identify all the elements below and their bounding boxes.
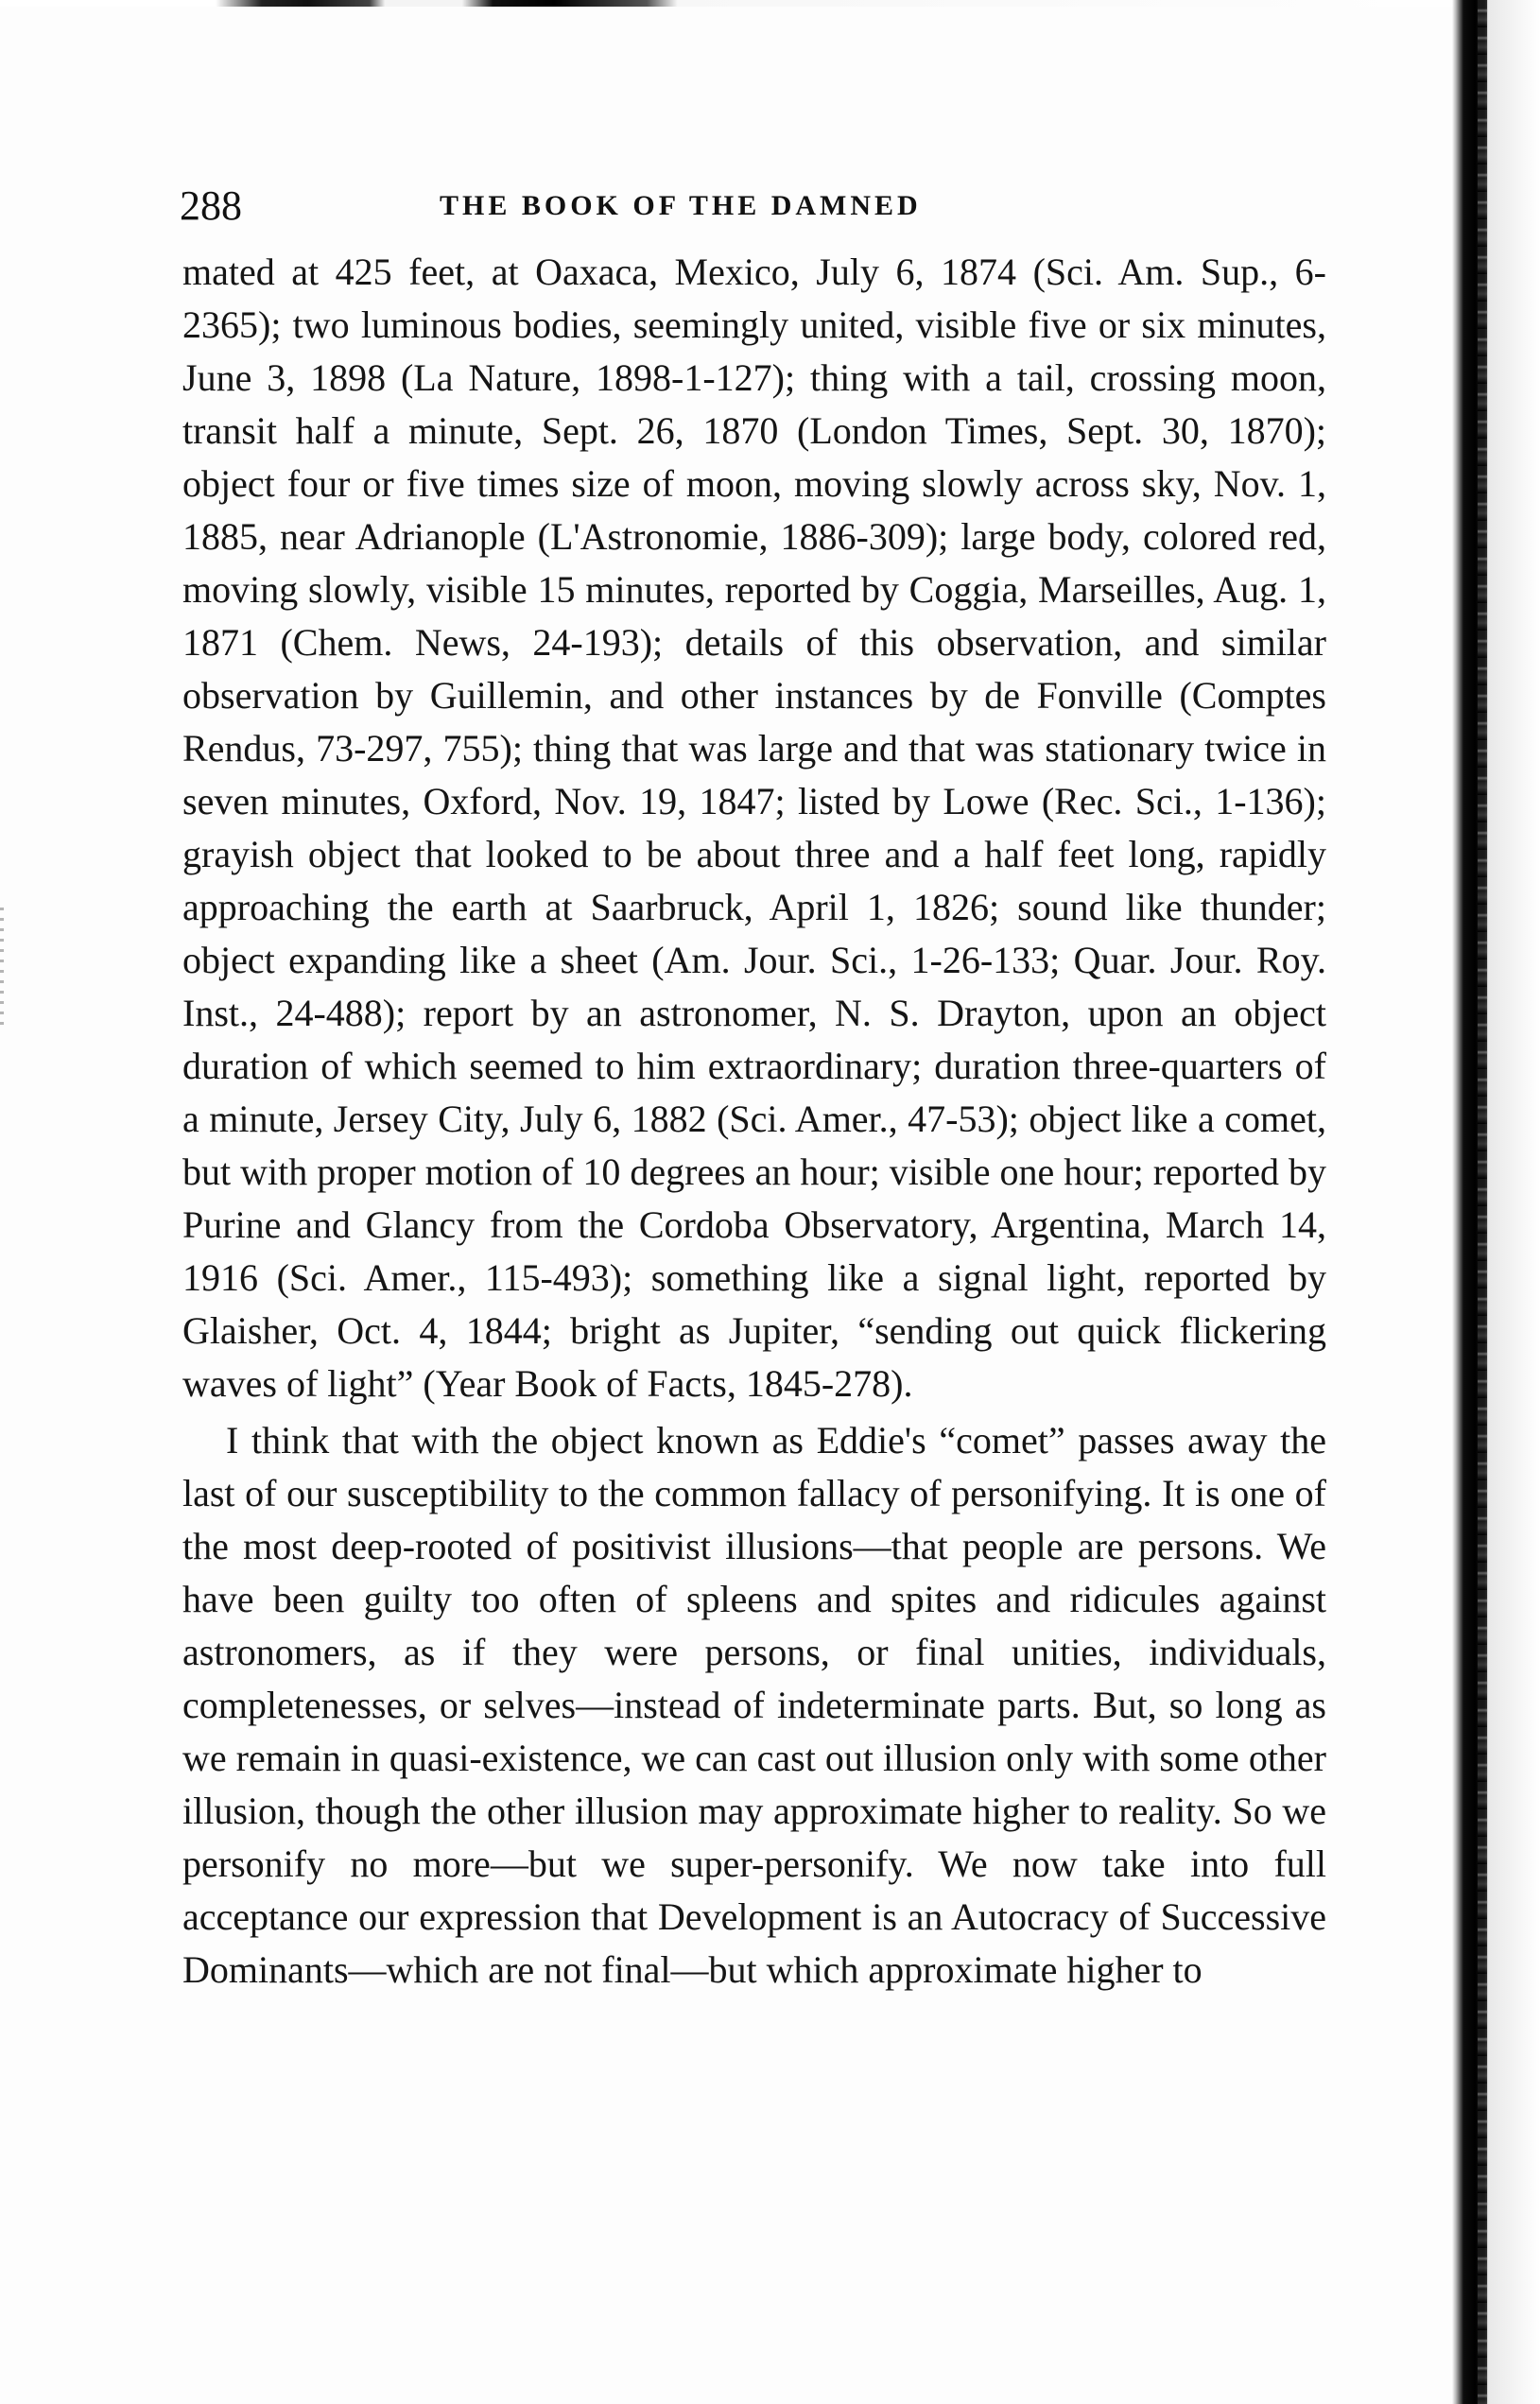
page-number: 288 (180, 182, 242, 229)
page-header (180, 178, 1333, 234)
running-title: THE BOOK OF THE DAMNED (440, 190, 922, 221)
body-text (182, 246, 1326, 1997)
page-top-edge-shadow (0, 0, 1540, 7)
paragraph-2: I think that with the object known as Eddie's “comet” passes away the last of our susceptibility to the common fallacy of personifying. It is one of the most deep-rooted of positivist illusions—that people are persons. We have been guilty too often of spleens and spites and ridicules against astronomers, as if they were persons, or final unities, individuals, completenesses, or selves—instead of indeterminate parts. But, so long as we remain in quasi-existence, we can cast out illusion only with some other illusion, though the other illusion may approximate higher to reality. So we personify no more—but we super-personify. We now take into full acceptance our expression that Development is an Autocracy of Successive Dominants—which are not final—but which approximate higher to (182, 1419, 1326, 1991)
scan-left-specks (0, 908, 4, 1030)
binding-speckle (1478, 0, 1487, 2404)
page-binding-shadow (1450, 0, 1540, 2404)
paragraph-1: mated at 425 feet, at Oaxaca, Mexico, July 6, 1874 (Sci. Am. Sup., 6-2365); two luminous bodies, seemingly united, visible five or six minutes, June 3, 1898 (La Nature, 1898-1-127); thing with a tail, crossing moon, transit half a minute, Sept. 26, 1870 (London Times, Sept. 30, 1870); object four or five times size of moon, moving slowly across sky, Nov. 1, 1885, near Adrianople (L'Astronomie, 1886-309); large body, colored red, moving slowly, visible 15 minutes, reported by Coggia, Marseilles, Aug. 1, 1871 (Chem. News, 24-193); details of this observation, and similar observation by Guillemin, and other instances by de Fonville (Comptes Rendus, 73-297, 755); thing that was large and that was stationary twice in seven minutes, Oxford, Nov. 19, 1847; listed by Lowe (Rec. Sci., 1-136); grayish object that looked to be about three and a half feet long, rapidly approaching the earth at Saarbruck, April 1, 1826; sound like thunder; object expanding like a sheet (Am. Jour. Sci., 1-26-133; Quar. Jour. Roy. Inst., 24-488); report by an astronomer, N. S. Drayton, upon an object duration of which seemed to him extraordinary; duration three-quarters of a minute, Jersey City, July 6, 1882 (Sci. Amer., 47-53); object like a comet, but with proper motion of 10 degrees an hour; visible one hour; reported by Purine and Glancy from the Cordoba Observatory, Argentina, March 14, 1916 (Sci. Amer., 115-493); something like a signal light, reported by Glaisher, Oct. 4, 1844; bright as Jupiter, “sending out quick flickering waves of light” (Year Book of Facts, 1845-278). (182, 251, 1326, 1405)
